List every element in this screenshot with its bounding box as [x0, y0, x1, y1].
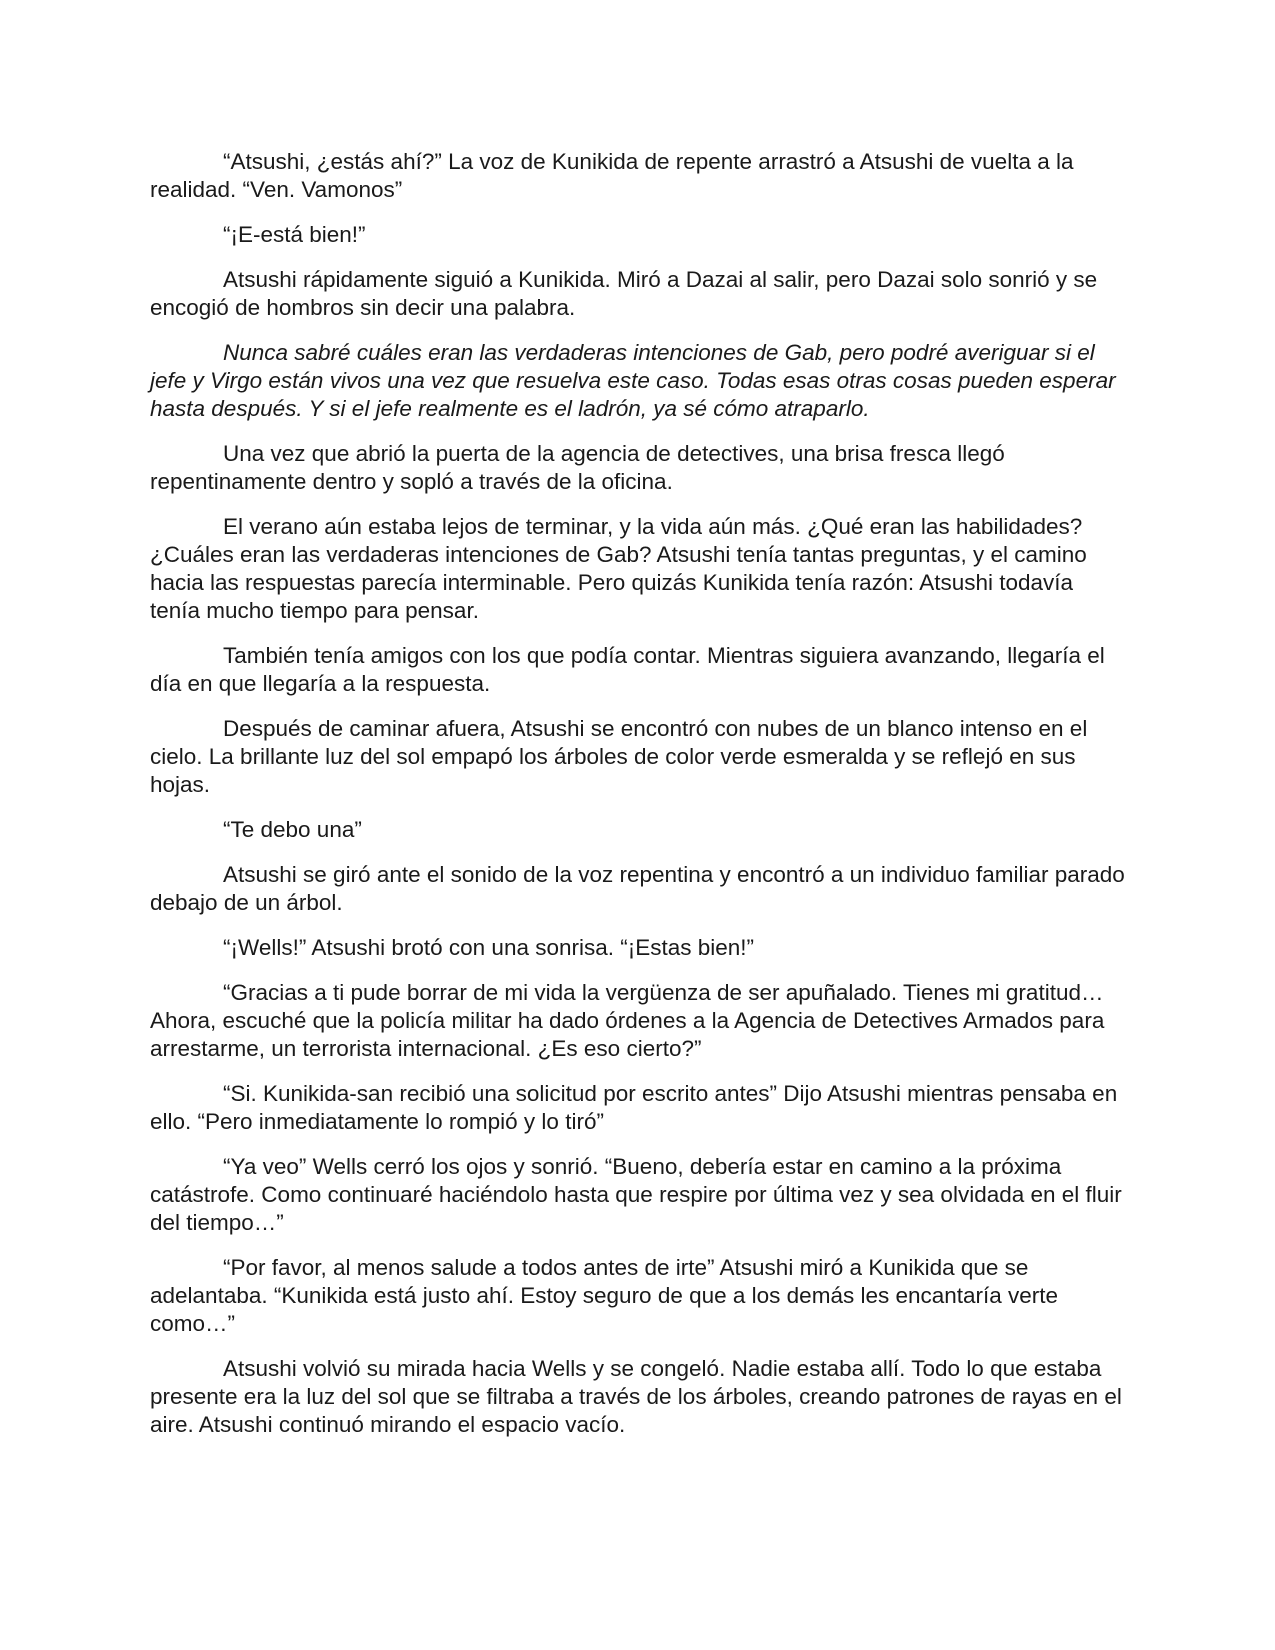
paragraph-9: “Te debo una”	[223, 817, 362, 842]
paragraph-16: Atsushi volvió su mirada hacia Wells y se congeló. Nadie estaba allí. Todo lo que estaba presente era la luz del sol que se filtraba a través de los árboles, creando patrones de rayas en el aire. Atsushi continuó mirando el espacio vacío.	[150, 1356, 1122, 1437]
paragraph-3: Atsushi rápidamente siguió a Kunikida. Miró a Dazai al salir, pero Dazai solo sonrió y se encogió de hombros sin decir una palabra.	[150, 267, 1098, 320]
paragraph-2: “¡E-está bien!”	[223, 222, 366, 247]
paragraph-5: Una vez que abrió la puerta de la agencia de detectives, una brisa fresca llegó repentinamente dentro y sopló a través de la oficina.	[150, 441, 1005, 494]
paragraph-12: “Gracias a ti pude borrar de mi vida la vergüenza de ser apuñalado. Tienes mi gratitud… Ahora, escuché que la policía militar ha dado órdenes a la Agencia de Detectives Armados para arrestarme, un terrorista internacional. ¿Es eso cierto?”	[150, 980, 1105, 1061]
paragraph-1: “Atsushi, ¿estás ahí?” La voz de Kunikida de repente arrastró a Atsushi de vuelta a la realidad. “Ven. Vamonos”	[150, 149, 1074, 202]
paragraph-4-italic-thought: Nunca sabré cuáles eran las verdaderas intenciones de Gab, pero podré averiguar si el jefe y Virgo están vivos una vez que resuelva este caso. Todas esas otras cosas pueden esperar hasta después. Y si el jefe realmente es el ladrón, ya sé cómo atraparlo.	[150, 340, 1116, 421]
paragraph-8: Después de caminar afuera, Atsushi se encontró con nubes de un blanco intenso en el cielo. La brillante luz del sol empapó los árboles de color verde esmeralda y se reflejó en sus hojas.	[150, 716, 1088, 797]
paragraph-13: “Si. Kunikida-san recibió una solicitud por escrito antes” Dijo Atsushi mientras pensaba en ello. “Pero inmediatamente lo rompió y lo tiró”	[150, 1081, 1118, 1134]
paragraph-10: Atsushi se giró ante el sonido de la voz repentina y encontró a un individuo familiar parado debajo de un árbol.	[150, 862, 1125, 915]
body-text	[150, 148, 1125, 1439]
paragraph-11: “¡Wells!” Atsushi brotó con una sonrisa. “¡Estas bien!”	[223, 935, 755, 960]
paragraph-6: El verano aún estaba lejos de terminar, y la vida aún más. ¿Qué eran las habilidades? ¿Cuáles eran las verdaderas intenciones de Gab? Atsushi tenía tantas preguntas, y el camino hacia las respuestas parecía interminable. Pero quizás Kunikida tenía razón: Atsushi todavía tenía mucho tiempo para pensar.	[150, 514, 1087, 623]
paragraph-7: También tenía amigos con los que podía contar. Mientras siguiera avanzando, llegaría el día en que llegaría a la respuesta.	[150, 643, 1105, 696]
paragraph-15: “Por favor, al menos salude a todos antes de irte” Atsushi miró a Kunikida que se adelantaba. “Kunikida está justo ahí. Estoy seguro de que a los demás les encantaría verte como…”	[150, 1255, 1059, 1336]
paragraph-14: “Ya veo” Wells cerró los ojos y sonrió. “Bueno, debería estar en camino a la próxima catástrofe. Como continuaré haciéndolo hasta que respire por última vez y sea olvidada en el fluir del tiempo…”	[150, 1154, 1122, 1235]
